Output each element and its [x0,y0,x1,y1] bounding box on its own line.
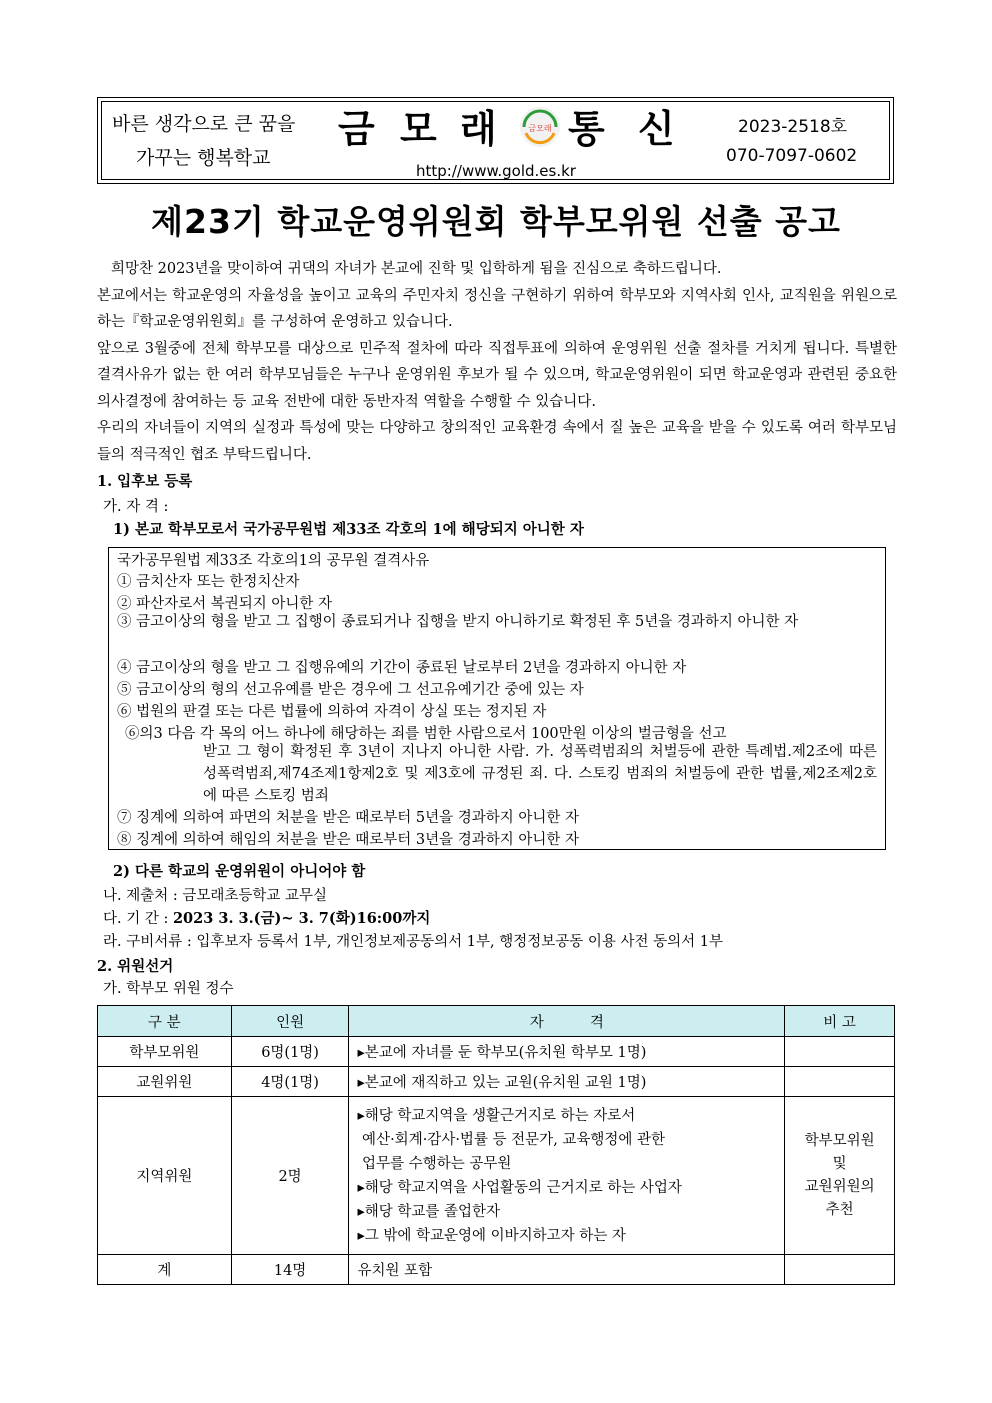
intro-paragraphs [97,256,897,468]
masthead [97,97,894,184]
logo-text: 금모래 [528,124,552,133]
section1-na: 나. 제출처 : 금모래초등학교 교무실 [103,888,328,904]
box-title: 국가공무원법 제33조 각호의1의 공무원 결격사유 [117,553,430,569]
box-item-5: ⑤ 금고이상의 형의 선고유예를 받은 경우에 그 선고유예기간 중에 있는 자 [117,682,584,698]
qual-line: ▸해당 학교지역을 생활근거지로 하는 자로서 [357,1107,636,1124]
qual-line: ▸해당 학교를 졸업한자 [357,1203,501,1220]
row-note: 학부모위원 및 교원위원의 추천 [785,1097,895,1255]
box-item-7: ⑦ 징계에 의하여 파면의 처분을 받은 때로부터 5년을 경과하지 아니한 자 [117,810,580,826]
intro-paragraph-4: 우리의 자녀들이 지역의 실정과 특성에 맞는 다양하고 창의적인 교육환경 속에서 질 높은 교육을 받을 수 있도록 여러 학부모님들의 적극적인 협조 부탁드립니다. [97,420,897,463]
newsletter-title-char-4: 통 [568,107,605,151]
row-category: 학부모위원 [98,1037,232,1067]
table-row [98,1067,895,1097]
qual-line: ▸해당 학교지역을 사업활동의 근거지로 하는 사업자 [357,1179,682,1196]
section1-da [103,907,430,928]
row-note [785,1037,895,1067]
box-item-8: ⑧ 징계에 의하여 해임의 처분을 받은 때로부터 3년을 경과하지 아니한 자 [117,832,580,848]
table-row [98,1097,895,1255]
section1-item1: 1) 본교 학부모로서 국가공무원법 제33조 각호의 1에 해당되지 아니한 자 [113,521,584,538]
newsletter-title-char-5: 신 [638,107,675,151]
period-value: 2023 3. 3.(금)~ 3. 7(화)16:00까지 [172,910,431,927]
header-count: 인원 [231,1006,349,1037]
page-title: 제23기 학교운영위원회 학부모위원 선출 공고 [151,202,841,241]
table-row [98,1255,895,1285]
row-count: 2명 [231,1097,349,1255]
box-item-4: ④ 금고이상의 형을 받고 그 집행유예의 기간이 종료된 날로부터 2년을 경과하지 아니한 자 [117,660,687,676]
school-url: http://www.gold.es.kr [416,162,576,180]
qual-line: ▸그 밖에 학교운영에 이바지하고자 하는 자 [357,1227,626,1244]
disqualification-box [108,547,886,850]
header-note: 비 고 [785,1006,895,1037]
row-count: 4명(1명) [231,1067,349,1097]
qual-line: 업무를 수행하는 공무원 [357,1155,512,1172]
header-qualification: 자 격 [349,1006,785,1037]
box-item-3 [117,611,877,633]
motto-line2: 가꾸는 행복학교 [136,147,271,169]
intro-paragraph-3: 앞으로 3월중에 전체 학부모를 대상으로 민주적 절차에 따라 직접투표에 의하여 운영위원 선출 절차를 거치게 됩니다. 특별한 결격사유가 없는 한 여러 학부모님들은 누구나 운영위원 후보가 될 수 있으며, 학교운영위원이 되면 학교운영과 관련된 중요한 의사결정에 참여하는 등 교육 전반에 대한 동반자적 역할을 수행할 수 있습니다. [97,340,897,410]
phone-number: 070-7097-0602 [726,146,858,166]
newsletter-title-char-1: 금 [338,107,375,151]
qual-line: 예산·회계·감사·법률 등 전문가, 교육행정에 관한 [357,1131,666,1148]
row-note [785,1255,895,1285]
row-category: 교원위원 [98,1067,232,1097]
header-category: 구 분 [98,1006,232,1037]
row-qualification: ▸본교에 재직하고 있는 교원(유치원 교원 1명) [349,1067,785,1097]
box-item-1: ① 금치산자 또는 한정치산자 [117,574,300,590]
intro-paragraph-1: 희망찬 2023년을 맞이하여 귀댁의 자녀가 본교에 진학 및 입학하게 됨을 진심으로 축하드립니다. [111,261,722,277]
member-quota-table [97,1005,895,1285]
box-item-6-3-continued: 받고 그 형이 확정된 후 3년이 지나지 아니한 사람. 가. 성폭력범죄의 처벌등에 관한 특례법.제2조에 따른 성폭력범죄,제74조제1항제2호 및 제3호에 규정된 죄. 다. 스토킹 범죄의 처벌등에 관한 법률,제2조제2호에 따른 스토킹 범죄 [203,744,877,804]
box-item-2: ② 파산자로서 복권되지 아니한 자 [117,596,333,612]
section1-ga: 가. 자 격 : [103,499,169,515]
table-row [98,1037,895,1067]
section1-ra: 라. 구비서류 : 입후보자 등록서 1부, 개인정보제공동의서 1부, 행정정보공동 이용 사전 동의서 1부 [103,934,723,950]
intro-paragraph-2: 본교에서는 학교운영의 자율성을 높이고 교육의 주민자치 정신을 구현하기 위하여 학부모와 지역사회 인사, 교직원을 위원으로 하는『학교운영위원회』를 구성하여 운영하고 있습니다. [97,287,897,330]
row-qualification: 유치원 포함 [349,1255,785,1285]
row-qualification: ▸본교에 자녀를 둔 학부모(유치원 학부모 1명) [349,1037,785,1067]
section1-heading: 1. 입후보 등록 [97,473,193,490]
row-category: 계 [98,1255,232,1285]
row-count: 14명 [231,1255,349,1285]
row-category: 지역위원 [98,1097,232,1255]
issue-number: 2023-2518호 [738,117,848,137]
school-logo [518,105,562,149]
section2-heading: 2. 위원선거 [97,958,174,975]
row-qualification [349,1097,785,1255]
box-item-6-3: ⑥의3 다음 각 목의 어느 하나에 해당하는 죄를 범한 사람으로서 100만원 이상의 벌금형을 선고 [125,726,727,742]
row-count: 6명(1명) [231,1037,349,1067]
box-item-3-text: ③ 금고이상의 형을 받고 그 집행이 종료되거나 집행을 받지 아니하기로 확정된 후 5년을 경과하지 아니한 자 [117,614,799,630]
newsletter-title-char-2: 모 [400,107,437,151]
newsletter-title-char-3: 래 [460,107,497,151]
table-header-row [98,1006,895,1037]
section2-ga: 가. 학부모 위원 정수 [103,981,234,997]
row-note [785,1067,895,1097]
section1-item2: 2) 다른 학교의 운영위원이 아니어야 함 [113,863,366,880]
box-item-6: ⑥ 법원의 판결 또는 다른 법률에 의하여 자격이 상실 또는 정지된 자 [117,704,547,720]
period-label: 다. 기 간 : [103,911,173,927]
motto-line1: 바른 생각으로 큰 꿈을 [112,113,296,135]
